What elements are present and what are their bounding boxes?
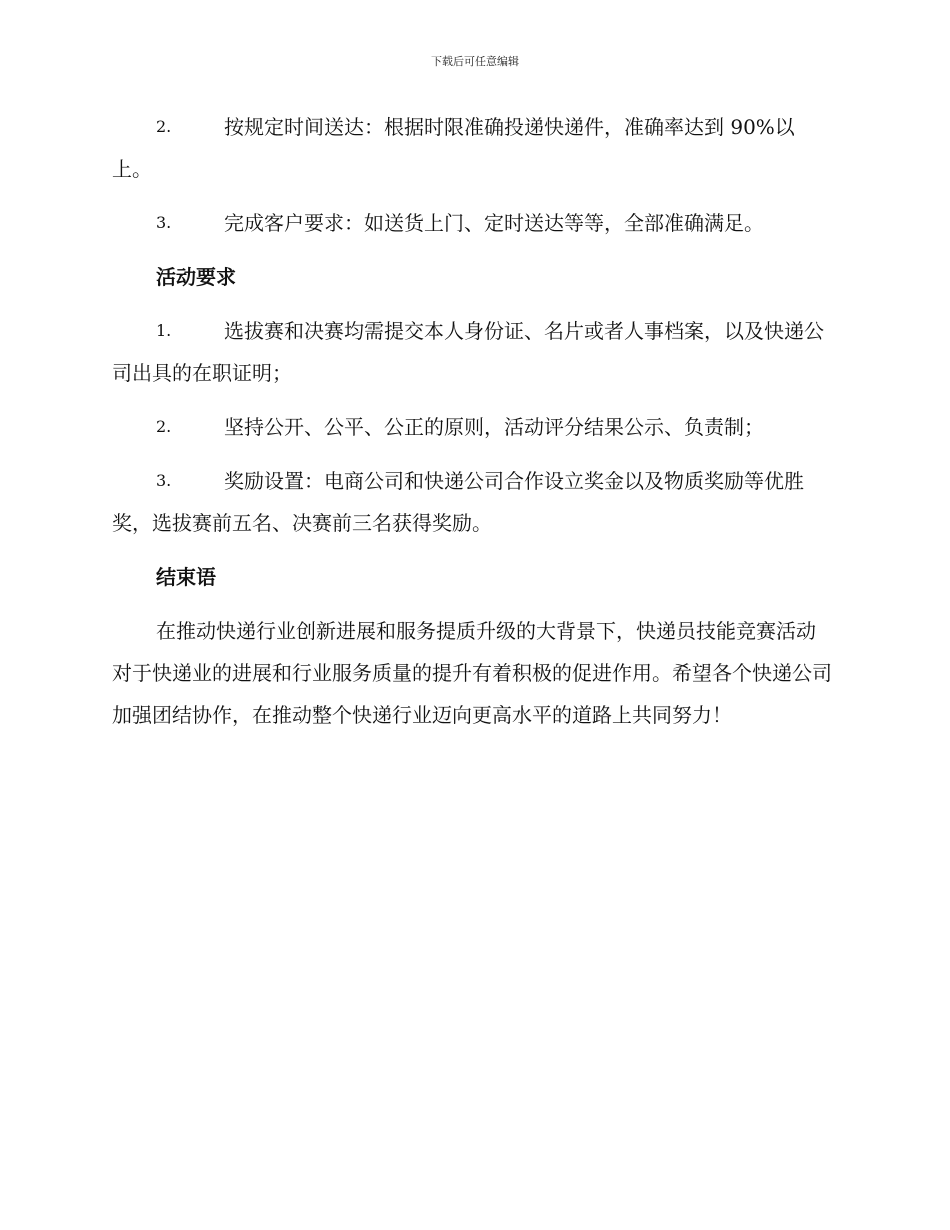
page-header: 下载后可任意编辑: [431, 55, 519, 68]
list-item-text: 奖励设置：电商公司和快递公司合作设立奖金以及物质奖励等优胜奖，选拔赛前五名、决赛前三名获得奖励。: [112, 469, 804, 535]
conclusion-paragraph: 在推动快递行业创新进展和服务提质升级的大背景下，快递员技能竞赛活动对于快递业的进展和行业服务质量的提升有着积极的促进作用。希望各个快递公司加强团结协作，在推动整个快递行业迈向更高水平的道路上共同努力！: [112, 619, 832, 727]
section-heading-conclusion: 结束语: [156, 565, 216, 589]
list-item-number: 3.: [156, 213, 172, 232]
list-item: [112, 310, 834, 394]
list-item: [112, 202, 834, 244]
document-body: [112, 106, 834, 736]
section-heading-requirements: 活动要求: [156, 265, 236, 289]
list-item: [112, 460, 834, 544]
list-item-text: 坚持公开、公平、公正的原则，活动评分结果公示、负责制；: [224, 415, 764, 439]
list-item: [112, 106, 834, 190]
list-item-number: 2.: [156, 417, 172, 436]
list-item-number: 2.: [156, 117, 172, 136]
list-item-number: 3.: [156, 471, 172, 490]
list-item-text: 按规定时间送达：根据时限准确投递快递件，准确率达到 90%以上。: [112, 115, 795, 181]
list-item-text: 选拔赛和决赛均需提交本人身份证、名片或者人事档案，以及快递公司出具的在职证明；: [112, 319, 824, 385]
list-item: [112, 406, 834, 448]
list-item-number: 1.: [156, 321, 172, 340]
list-item-text: 完成客户要求：如送货上门、定时送达等等，全部准确满足。: [224, 211, 764, 235]
